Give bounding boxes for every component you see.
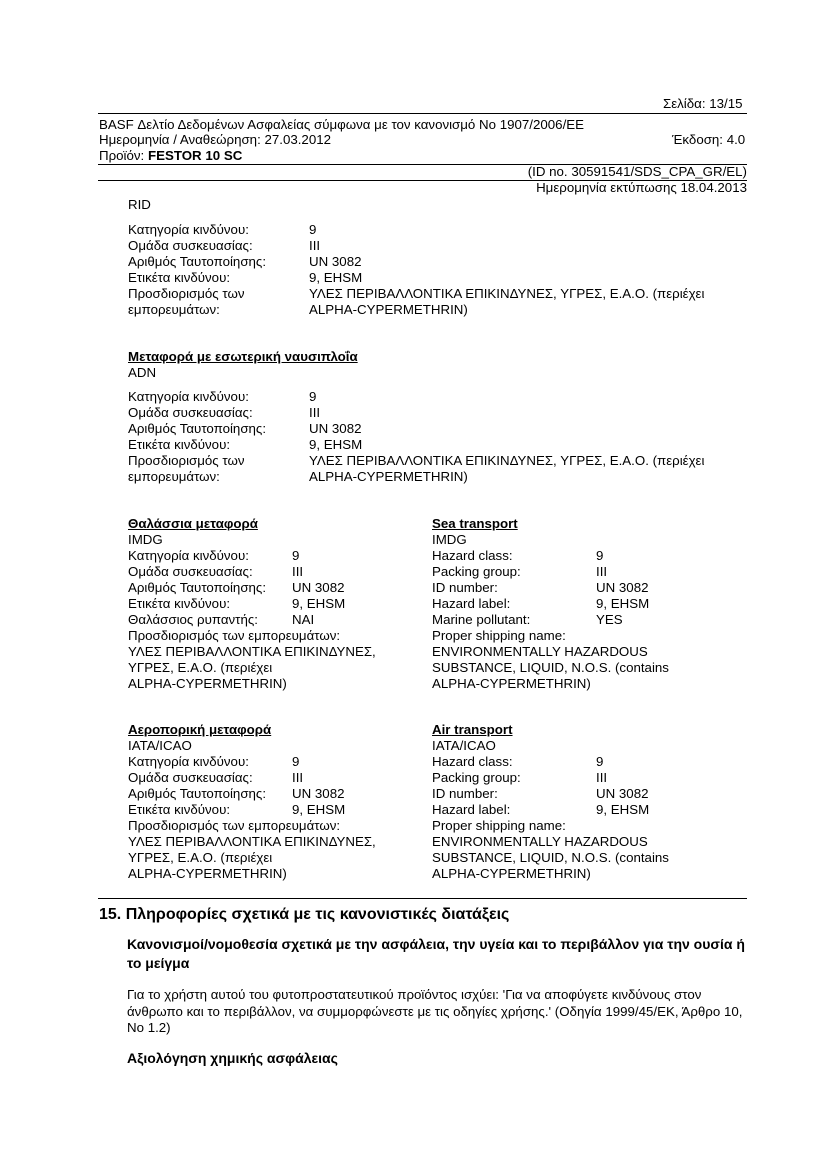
sea-code-gr: IMDG: [128, 532, 163, 547]
air-gr-value: UN 3082: [292, 786, 345, 801]
sea-en-label: Packing group:: [432, 564, 521, 579]
section-15-title: 15. Πληροφορίες σχετικά με τις κανονιστικές διατάξεις: [99, 906, 510, 923]
rid-value: 9, EHSM: [309, 270, 363, 285]
rid-value: UN 3082: [309, 254, 362, 269]
rid-label: Προσδιορισμός των: [128, 286, 245, 301]
print-date: Ημερομηνία εκτύπωσης 18.04.2013: [536, 180, 747, 195]
air-en-value: UN 3082: [596, 786, 649, 801]
sea-en-label: Hazard label:: [432, 596, 511, 611]
product-line: [99, 148, 242, 164]
rid-label: εμπορευμάτων:: [128, 302, 220, 317]
sea-en-value: UN 3082: [596, 580, 649, 595]
air-gr-psn-line: ΥΓΡΕΣ, Ε.Α.Ο. (περιέχει: [128, 850, 273, 865]
air-en-label: ID number:: [432, 786, 498, 801]
version: Έκδοση: 4.0: [672, 132, 746, 147]
sea-en-psn-line: SUBSTANCE, LIQUID, N.O.S. (contains: [432, 660, 669, 675]
rid-label: Ομάδα συσκευασίας:: [128, 238, 253, 253]
document-title: BASF Δελτίο Δεδομένων Ασφαλείας σύμφωνα με τον κανονισμό Νο 1907/2006/ΕΕ: [99, 117, 584, 132]
adn-value: III: [309, 405, 321, 420]
product-name: FESTOR 10 SC: [147, 148, 243, 163]
rid-label: Κατηγορία κινδύνου:: [128, 222, 249, 237]
inland-heading: Μεταφορά με εσωτερική ναυσιπλοΐα: [128, 349, 358, 364]
air-en-psn-line: SUBSTANCE, LIQUID, N.O.S. (contains: [432, 850, 669, 865]
sea-en-label: Hazard class:: [432, 548, 513, 563]
adn-label: εμπορευμάτων:: [128, 469, 220, 484]
sea-gr-value: III: [292, 564, 304, 579]
sea-en-value: III: [596, 564, 608, 579]
rid-label: Ετικέτα κινδύνου:: [128, 270, 231, 285]
air-heading-gr: Αεροπορική μεταφορά: [128, 722, 272, 737]
rid-value: III: [309, 238, 321, 253]
page-number: Σελίδα: 13/15: [663, 96, 743, 111]
product-label: Προϊόν:: [99, 148, 148, 163]
air-en-value: III: [596, 770, 608, 785]
document-id: (ID no. 30591541/SDS_CPA_GR/EL): [527, 164, 747, 179]
adn-label: Ομάδα συσκευασίας:: [128, 405, 253, 420]
regulations-subheading: Κανονισμοί/νομοθεσία σχετικά με την ασφάλεια, την υγεία και το περιβάλλον για την ουσία ή το μείγμα: [127, 936, 745, 971]
air-gr-label: Αριθμός Ταυτοποίησης:: [128, 786, 267, 801]
sea-en-psn-line: ALPHA-CYPERMETHRIN): [432, 676, 591, 691]
air-en-label: Hazard label:: [432, 802, 511, 817]
header-rule: [98, 113, 747, 114]
adn-value: 9, EHSM: [309, 437, 363, 452]
adn-title: ADN: [128, 365, 157, 380]
adn-label: Κατηγορία κινδύνου:: [128, 389, 249, 404]
sea-gr-value: 9, EHSM: [292, 596, 346, 611]
air-gr-label: Κατηγορία κινδύνου:: [128, 754, 249, 769]
rid-value: ALPHA-CYPERMETHRIN): [309, 302, 468, 317]
air-en-psn-line: ENVIRONMENTALLY HAZARDOUS: [432, 834, 648, 849]
sea-heading-gr: Θαλάσσια μεταφορά: [128, 516, 258, 531]
adn-value: ΥΛΕΣ ΠΕΡΙΒΑΛΛΟΝΤΙΚΑ ΕΠΙΚΙΝΔΥΝΕΣ, ΥΓΡΕΣ, Ε.Α.Ο. (περιέχει: [309, 453, 705, 468]
adn-label: Ετικέτα κινδύνου:: [128, 437, 231, 452]
sea-gr-value: UN 3082: [292, 580, 345, 595]
sea-gr-label: Κατηγορία κινδύνου:: [128, 548, 249, 563]
air-gr-label: Ομάδα συσκευασίας:: [128, 770, 253, 785]
sea-gr-value: 9: [292, 548, 300, 563]
sea-gr-psn-line: ALPHA-CYPERMETHRIN): [128, 676, 287, 691]
regulations-paragraph: Για το χρήστη αυτού του φυτοπροστατευτικού προϊόντος ισχύει: 'Για να αποφύγετε κινδύνους στον άνθρωπο και το περιβάλλον, να συμμορφώνεστε με τις οδηγίες χρήσης.' (Οδηγία 1999/45/ΕΚ, Άρθρο 10, Νο 1.2): [127, 987, 743, 1035]
sea-heading-en: Sea transport: [432, 516, 518, 531]
chemical-safety-heading: Αξιολόγηση χημικής ασφάλειας: [127, 1050, 338, 1066]
sea-en-label: ID number:: [432, 580, 498, 595]
rid-value: ΥΛΕΣ ΠΕΡΙΒΑΛΛΟΝΤΙΚΑ ΕΠΙΚΙΝΔΥΝΕΣ, ΥΓΡΕΣ, Ε.Α.Ο. (περιέχει: [309, 286, 705, 301]
sea-en-psn-label: Proper shipping name:: [432, 628, 566, 643]
sea-gr-psn-line: ΥΓΡΕΣ, Ε.Α.Ο. (περιέχει: [128, 660, 273, 675]
sea-en-value: 9: [596, 548, 604, 563]
air-en-psn-line: ALPHA-CYPERMETHRIN): [432, 866, 591, 881]
sea-gr-label: Ετικέτα κινδύνου:: [128, 596, 231, 611]
adn-value: 9: [309, 389, 317, 404]
sea-gr-value: ΝΑΙ: [292, 612, 315, 627]
air-gr-psn-line: ΥΛΕΣ ΠΕΡΙΒΑΛΛΟΝΤΙΚΑ ΕΠΙΚΙΝΔΥΝΕΣ,: [128, 834, 376, 849]
air-gr-value: III: [292, 770, 304, 785]
rid-label: Αριθμός Ταυτοποίησης:: [128, 254, 267, 269]
air-gr-value: 9, EHSM: [292, 802, 346, 817]
air-code-gr: IATA/ICAO: [128, 738, 192, 753]
air-en-value: 9: [596, 754, 604, 769]
sea-en-psn-line: ENVIRONMENTALLY HAZARDOUS: [432, 644, 648, 659]
air-gr-psn-line: ALPHA-CYPERMETHRIN): [128, 866, 287, 881]
adn-label: Προσδιορισμός των: [128, 453, 245, 468]
sea-gr-psn-label: Προσδιορισμός των εμπορευμάτων:: [128, 628, 341, 643]
rid-title: RID: [128, 197, 151, 212]
air-gr-psn-label: Προσδιορισμός των εμπορευμάτων:: [128, 818, 341, 833]
sea-gr-label: Αριθμός Ταυτοποίησης:: [128, 580, 267, 595]
air-en-psn-label: Proper shipping name:: [432, 818, 566, 833]
sea-en-value: YES: [596, 612, 623, 627]
sea-gr-psn-line: ΥΛΕΣ ΠΕΡΙΒΑΛΛΟΝΤΙΚΑ ΕΠΙΚΙΝΔΥΝΕΣ,: [128, 644, 376, 659]
adn-value: UN 3082: [309, 421, 362, 436]
sea-en-label: Marine pollutant:: [432, 612, 531, 627]
sea-gr-label: Ομάδα συσκευασίας:: [128, 564, 253, 579]
air-gr-label: Ετικέτα κινδύνου:: [128, 802, 231, 817]
sea-en-value: 9, EHSM: [596, 596, 650, 611]
section-rule: [98, 898, 747, 899]
air-gr-value: 9: [292, 754, 300, 769]
air-code-en: IATA/ICAO: [432, 738, 496, 753]
air-en-label: Hazard class:: [432, 754, 513, 769]
rid-value: 9: [309, 222, 317, 237]
air-en-value: 9, EHSM: [596, 802, 650, 817]
sea-code-en: IMDG: [432, 532, 467, 547]
adn-label: Αριθμός Ταυτοποίησης:: [128, 421, 267, 436]
air-heading-en: Air transport: [432, 722, 513, 737]
adn-value: ALPHA-CYPERMETHRIN): [309, 469, 468, 484]
sea-gr-label: Θαλάσσιος ρυπαντής:: [128, 612, 258, 627]
revision-date: Ημερομηνία / Αναθεώρηση: 27.03.2012: [99, 132, 332, 147]
air-en-label: Packing group:: [432, 770, 521, 785]
